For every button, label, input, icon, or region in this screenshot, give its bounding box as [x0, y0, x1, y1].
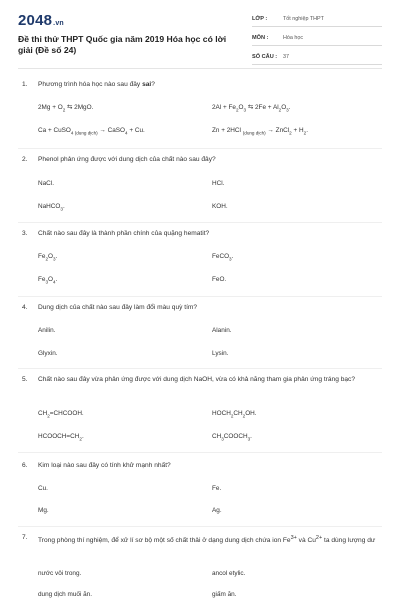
q1-option-a[interactable]: $2Mg + O_2$ ⇆ 2MgO. [38, 104, 94, 113]
meta-count-key: SỐ CÂU : [252, 54, 278, 60]
q2-option-a[interactable]: NaCl. [38, 180, 54, 187]
divider [18, 526, 382, 527]
q3-option-c[interactable]: $Fe_3O_4$. [38, 276, 58, 285]
q6-option-d[interactable]: Ag. [212, 507, 222, 514]
question-4-head [22, 303, 378, 313]
q7-option-a[interactable]: nước vôi trong. [38, 570, 82, 577]
question-4-number: 4. [22, 304, 28, 311]
header-divider [18, 68, 382, 69]
q4-option-b[interactable]: Alanin. [212, 327, 232, 334]
q1-option-d[interactable]: Zn + 2HCl $_{(dung dịch)}$ → ZnCl$_2$ + $H_2$. [212, 127, 308, 136]
question-1-head [22, 80, 378, 90]
question-1-text [38, 80, 378, 90]
document-meta [252, 12, 382, 69]
q3-option-d[interactable]: FeO. [212, 276, 227, 283]
question-6-number: 6. [22, 462, 28, 469]
meta-grade-key: LỚP : [252, 16, 268, 22]
q7-option-c[interactable]: dung dịch muối ăn. [38, 591, 93, 598]
question-1-text-bold: sai [142, 81, 152, 88]
q2-option-d[interactable]: KOH. [212, 203, 228, 210]
question-7-head [22, 533, 378, 546]
divider [18, 296, 382, 297]
site-logo[interactable] [18, 12, 64, 29]
meta-grade-value: Tốt nghiệp THPT [283, 16, 324, 22]
meta-subject-value: Hóa học [283, 35, 304, 41]
q4-option-d[interactable]: Lysin. [212, 350, 229, 357]
question-3-number: 3. [22, 230, 28, 237]
q4-option-c[interactable]: Glyxin. [38, 350, 58, 357]
question-3 [22, 229, 378, 239]
logo-suffix: .vn [53, 20, 64, 27]
question-7 [22, 533, 378, 546]
q7-option-d[interactable]: giấm ăn. [212, 591, 237, 598]
meta-count-row [252, 50, 382, 65]
question-3-head [22, 229, 378, 239]
question-5-number: 5. [22, 376, 28, 383]
q3-option-b[interactable]: FeCO$_3$. [212, 253, 234, 262]
question-1 [22, 80, 378, 90]
question-2-head [22, 155, 378, 165]
logo-text: 2048 [18, 12, 53, 29]
q5-option-d[interactable]: $CH_3COOCH_3$. [212, 433, 252, 442]
question-5-text: Chất nào sau đây vừa phản ứng được với dung dịch NaOH, vừa có khả năng tham gia phản ứng tráng bạc? [38, 376, 356, 383]
q5-option-c[interactable]: $HCOOCH=CH_2$. [38, 433, 84, 442]
document-title: Đề thi thử THPT Quốc gia năm 2019 Hóa học có lời giải (Đề số 24) [18, 34, 227, 55]
question-1-text-post: ? [151, 81, 155, 88]
q2-option-b[interactable]: HCl. [212, 180, 225, 187]
divider [18, 368, 382, 369]
q2-option-c[interactable]: NaHCO$_3$. [38, 203, 65, 212]
question-6 [22, 461, 378, 471]
meta-subject-row [252, 31, 382, 46]
question-5 [22, 375, 378, 385]
q7-option-b[interactable]: ancol etylic. [212, 570, 246, 577]
question-6-text: Kim loại nào sau đây có tính khử mạnh nhất? [38, 462, 171, 469]
question-4-text: Dung dịch của chất nào sau đây làm đổi màu quỳ tím? [38, 304, 198, 311]
question-3-text: Chất nào sau đây là thành phần chính của quặng hematit? [38, 230, 210, 237]
question-1-number: 1. [22, 81, 28, 88]
divider [18, 222, 382, 223]
q1-option-b[interactable]: $2Al + Fe_2O_3$ ⇆ $2Fe + Al_2O_3$. [212, 104, 291, 113]
q6-option-a[interactable]: Cu. [38, 485, 48, 492]
question-2 [22, 155, 378, 165]
question-6-head [22, 461, 378, 471]
q5-option-b[interactable]: $HOCH_2CH_2OH$. [212, 410, 257, 419]
q4-option-a[interactable]: Anilin. [38, 327, 56, 334]
q5-option-a[interactable]: $CH_2=CHCOOH$. [38, 410, 84, 419]
meta-count-value: 37 [283, 54, 289, 60]
question-1-text-pre: Phương trình hóa học nào sau đây [38, 81, 143, 88]
question-2-text: Phenol phản ứng được với dung dịch của chất nào sau đây? [38, 156, 216, 163]
question-4 [22, 303, 378, 313]
divider [18, 452, 382, 453]
question-7-text: Trong phòng thí nghiệm, để xử lí sơ bộ một số chất thải ở dạng dung dịch chứa ion $Fe^{3+}$ và $Cu^{2+}$ ta dùng lượng dư [38, 535, 376, 545]
divider [18, 148, 382, 149]
meta-grade-row [252, 12, 382, 27]
question-2-number: 2. [22, 156, 28, 163]
q6-option-b[interactable]: Fe. [212, 485, 222, 492]
q3-option-a[interactable]: $Fe_2O_3$. [38, 253, 58, 262]
question-5-head [22, 375, 378, 385]
q6-option-c[interactable]: Mg. [38, 507, 49, 514]
question-7-number: 7. [22, 534, 28, 541]
meta-subject-key: MÔN : [252, 35, 269, 41]
q1-option-c[interactable]: Ca + CuSO$_{4 (dung dịch)}$ → CaSO$_4$ + Cu. [38, 127, 145, 136]
